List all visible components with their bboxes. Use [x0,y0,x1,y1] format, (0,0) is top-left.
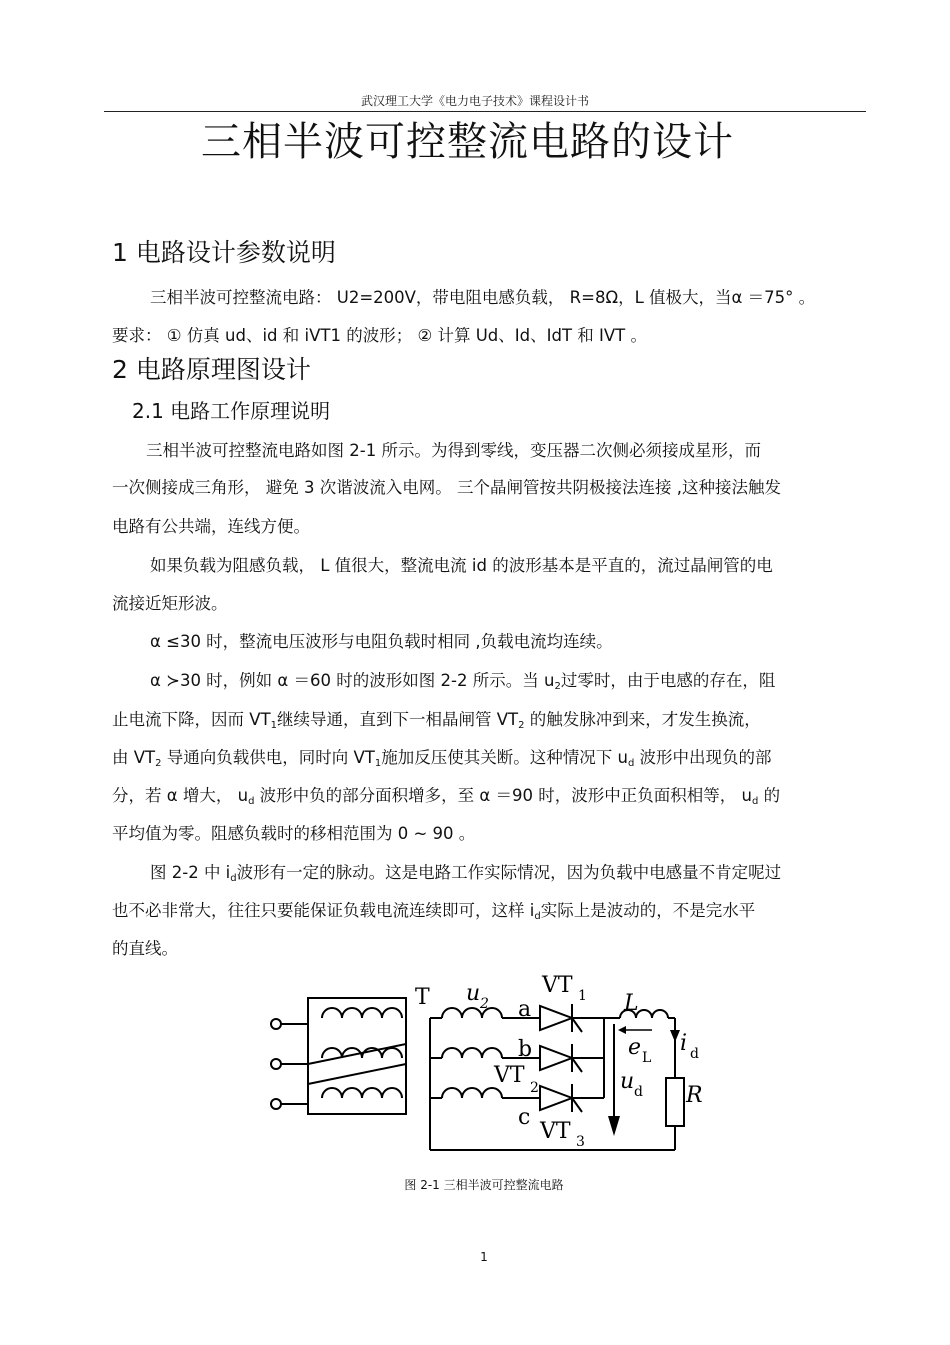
section-1-params: 三相半波可控整流电路： U2=200V，带电阻电感负载， R=8Ω，L 值极大，当α ＝75° 。 [150,288,816,307]
label-u2-sub: 2 [480,996,489,1012]
id-arrow-head [670,1030,680,1042]
para4-line5: 平均值为零。阻感负载时的移相范围为 0 ~ 90 。 [112,824,476,843]
secondary-coil-a [442,1008,502,1018]
para5-line2: 也不必非常大，往往只要能保证负载电流连续即可，这样 $i_d$实际上是波动的，不是完水平 [112,901,756,922]
label-ud: u [620,1069,635,1094]
load-resistor [666,1078,684,1126]
primary-coil-3 [322,1088,402,1098]
label-vt2-sub: 2 [530,1080,539,1096]
label-vt2: VT [494,1063,525,1088]
page-header: 武汉理工大学《电力电子技术》课程设计书 [360,94,589,108]
terminal-b-input [271,1059,281,1069]
para4-line3: 由 $VT_2$ 导通向负载供电，同时向 $VT_1$施加反压使其关断。这种情况下 $u_d$ 波形中出现负的部 [112,748,772,769]
para4-line4: 分，若 α 增大， $u_d$ 波形中负的部分面积增多，至 α ＝90 时，波形中正负面积相等， $u_d$ 的 [112,786,781,807]
label-T: T [415,985,430,1010]
three-phase-rectifier-circuit [260,970,720,1165]
primary-coil-1 [322,1008,402,1018]
label-vt1-sub: 1 [578,988,587,1004]
section-1-requirements: 要求： ① 仿真 ud、id 和 iVT1 的波形； ② 计算 Ud、Id、IdT 和 IVT 。 [112,326,648,345]
para2-line2: 流接近矩形波。 [112,594,228,613]
thyristor-vt1 [540,1006,572,1030]
label-R: R [686,1083,703,1108]
para1-line2: 一次侧接成三角形， 避免 3 次谐波流入电网。 三个晶闸管按共阴极接法连接 ,这种接法触发 [112,478,781,497]
label-vt3-sub: 3 [576,1134,585,1150]
el-arrow-head [618,1026,626,1034]
para5-line1: 图 2-2 中 $i_d$波形有一定的脉动。这是电路工作实际情况，因为负载中电感量不肯定呢过 [150,863,782,884]
label-eL-sub: L [642,1050,652,1066]
label-id: i [680,1031,688,1056]
figure-caption: 图 2-1 三相半波可控整流电路 [404,1178,564,1192]
secondary-coil-c [442,1088,502,1098]
section-2-1-heading: 2.1 电路工作原理说明 [132,399,331,423]
para1-line1: 三相半波可控整流电路如图 2-1 所示。为得到零线，变压器二次侧必须接成星形，而 [146,441,761,460]
label-eL: e [628,1035,642,1060]
label-ud-sub: d [634,1084,643,1100]
label-b: b [518,1037,533,1062]
label-L: L [624,991,639,1016]
para2-line1: 如果负载为阻感负载， L 值很大，整流电流 id 的波形基本是平直的，流过晶闸管的电 [150,556,773,575]
para4-line2: 止电流下降，因而 $VT_1$继续导通，直到下一相晶闸管 $VT_2$ 的触发脉冲到来，才发生换流， [112,710,761,731]
label-vt3: VT [540,1119,571,1144]
page-number: 1 [480,1250,488,1264]
terminal-c-input [271,1099,281,1109]
label-c: c [518,1105,531,1130]
para1-line3: 电路有公共端，连线方便。 [112,517,310,536]
para4-line1: α ≻30 时，例如 α ＝60 时的波形如图 2-2 所示。当 $u_2$过零时，由于电感的存在，阻 [150,671,776,692]
terminal-a-input [271,1019,281,1029]
para3-line1: α ≤30 时，整流电压波形与电阻负载时相同 ,负载电流均连续。 [150,632,613,651]
thyristor-vt3 [540,1086,572,1110]
label-a: a [518,997,532,1022]
section-1-heading: 1 电路设计参数说明 [112,238,336,267]
secondary-coil-b [442,1048,502,1058]
ud-arrow-head [608,1116,620,1136]
label-vt1: VT [542,973,573,998]
label-id-sub: d [690,1046,699,1062]
document-title: 三相半波可控整流电路的设计 [201,119,734,165]
para5-line3: 的直线。 [112,939,178,958]
thyristor-vt2 [540,1046,572,1070]
label-u2: u [466,981,481,1006]
section-2-heading: 2 电路原理图设计 [112,355,311,384]
